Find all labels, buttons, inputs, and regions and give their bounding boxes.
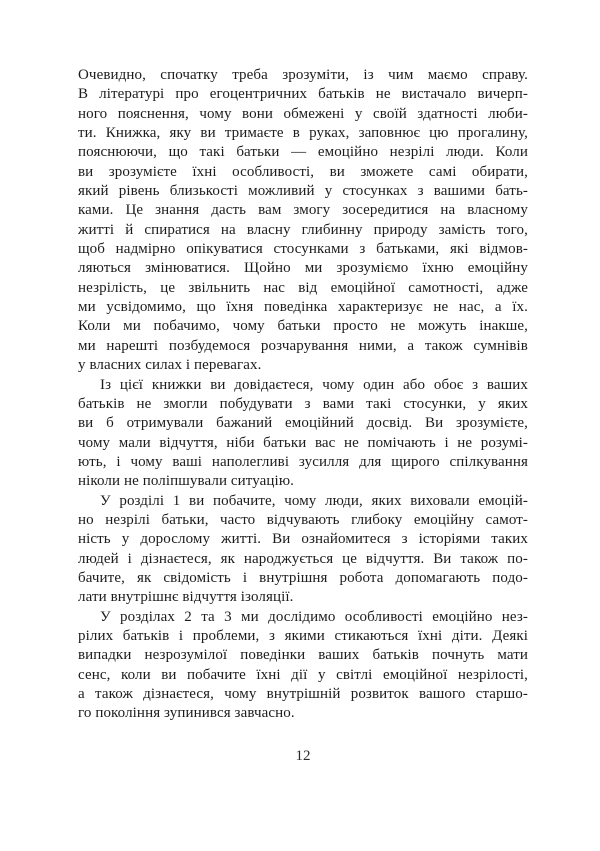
paragraph [78,66,528,376]
paragraph [78,376,528,492]
text-line: щоб надмірно опікуватися стосунками з батьками, які відмов- [78,241,528,258]
text-line: чому мали відчуття, ніби батьки вас не помічають і не розумі- [78,434,528,451]
text-line: сенс, коли ви побачите їхні дії у світлі емоційної незрілості, [78,666,528,683]
text-line: ви зрозумієте їхні особливості, ви зможете самі обирати, [78,163,528,180]
page-body-text [78,66,528,724]
text-line: лати внутрішнє відчуття ізоляції. [78,589,294,606]
text-line: ніколи не поліпшували ситуацію. [78,473,294,490]
text-line: людей і дізнаєтеся, як народжується це відчуття. Ви також по- [78,550,528,567]
text-line: У розділі 1 ви побачите, чому люди, яких виховали емоцій- [100,492,528,509]
text-line: незрілість, це звільнить нас від емоційної самотності, адже [78,279,528,296]
text-line: а також дізнаєтеся, чому внутрішній розвиток вашого старшо- [78,686,528,702]
text-line: пояснюючи, що такі батьки — емоційно незрілі люди. Коли [78,144,528,161]
paragraph [78,492,528,608]
text-line: ного пояснення, чому вони обмежені у своїй здатності люби- [78,105,528,122]
text-line: житті й спиратися на власну глибинну природу замість того, [78,221,528,238]
text-line: Коли ми побачимо, чому батьки просто не можуть інакше, [78,318,528,335]
text-line: бачите, як свідомість і внутрішня робота допомагають подо- [78,569,528,586]
text-line: ляються змінюватися. Щойно ми зрозуміємо їхню емоційну [78,260,528,277]
text-line: рілих батьків і проблеми, з якими стикаються їхні діти. Деякі [78,627,528,644]
paragraph [78,608,528,724]
text-line: Із цієї книжки ви довідаєтеся, чому один або обоє з ваших [100,376,528,393]
text-line: ність у дорослому житті. Ви ознайомитеся з історіями таких [78,531,528,548]
text-line: ками. Це знання дасть вам змогу зосередитися на власному [78,202,528,219]
text-line: ють, і чому ваші наполегливі зусилля для щирого спілкування [78,453,528,470]
text-line: у власних силах і перевагах. [78,357,262,374]
page-number: 12 [295,748,311,764]
text-line: який рівень близькості можливий у стосунках з вашими бать- [78,183,528,200]
text-line: випадки незрозумілої поведінки ваших батьків почнуть мати [78,647,528,664]
text-line: ми усвідомимо, що їхня поведінка характеризує не нас, а їх. [78,299,528,316]
text-line: ми нарешті позбудемося розчарування ними, а також сумнівів [78,337,528,354]
text-line: го покоління зупинився завчасно. [78,705,295,722]
text-line: Очевидно, спочатку треба зрозуміти, із чим маємо справу. [78,67,528,83]
text-line: В літературі про егоцентричних батьків не вистачало вичерп- [78,86,528,103]
text-line: ти. Книжка, яку ви тримаєте в руках, заповнює цю прогалину, [78,125,528,142]
text-line: батьків не змогли побудувати з вами такі стосунки, у яких [78,395,528,412]
text-line: У розділах 2 та 3 ми дослідимо особливості емоційно нез- [100,608,528,625]
text-line: ви б отримували бажаний емоційний досвід. Ви зрозумієте, [78,415,528,432]
text-line: но незрілі батьки, часто відчувають глибоку емоційну самот- [78,511,528,528]
